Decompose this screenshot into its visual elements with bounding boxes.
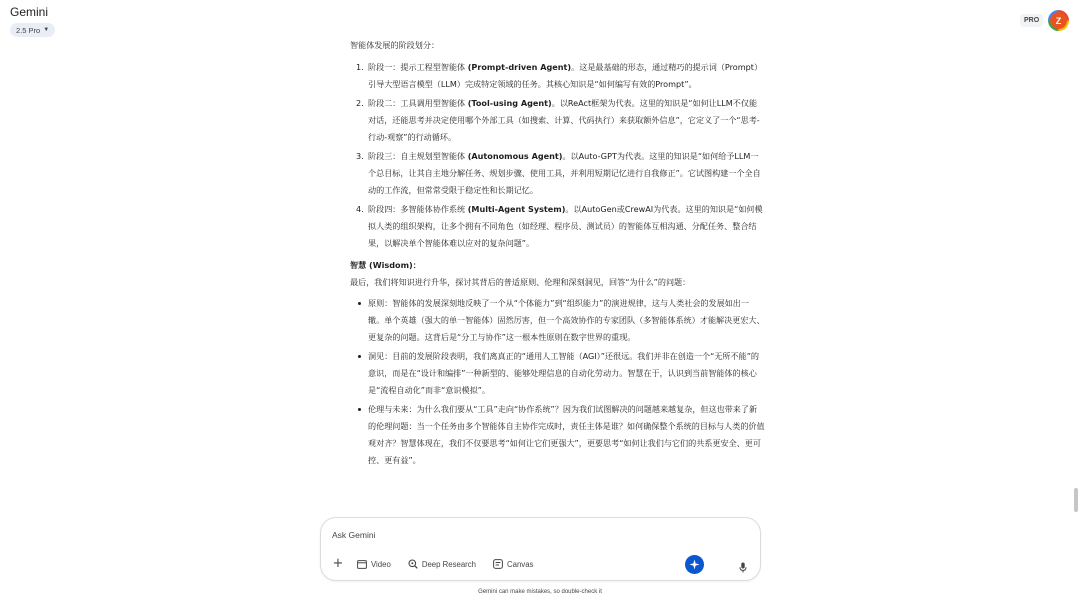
stage-text: 。以Auto-GPT为代表。这里的知识是“如何给予LLM一个总目标，让其自主地分解任务、规划步骤、使用工具，并利用短期记忆进行自我修正”。它试图构建一个全自动的工作流，但常常受限于稳定性和长期记忆。 (368, 151, 761, 195)
stage-text: 。以AutoGen或CrewAI为代表。这里的知识是“如何模拟人类的组织架构，让多个拥有不同角色（如经理、程序员、测试员）的智能体互相沟通、分配任务、整合结果，以解决单个智能体难以应对的复杂问题”。 (368, 204, 763, 248)
spark-button[interactable] (685, 555, 704, 574)
stage-item (350, 95, 765, 146)
stage-item (350, 201, 765, 252)
deep-research-button[interactable] (408, 559, 476, 569)
stage-prefix: 阶段四：多智能体协作系统 (368, 204, 468, 214)
stage-text: 。这是最基础的形态，通过精巧的提示词（Prompt）引导大型语言模型（LLM）完成特定领域的任务。其核心知识是“如何编写有效的Prompt”。 (368, 62, 763, 89)
model-selector[interactable] (10, 23, 55, 37)
prompt-input[interactable] (332, 527, 692, 543)
stage-prefix: 阶段二：工具调用型智能体 (368, 98, 468, 108)
microphone-icon (739, 562, 747, 573)
stage-number: 2. (356, 98, 364, 108)
wisdom-point-text: 伦理与未来：为什么我们要从“工具”走向“协作系统”？因为我们试图解决的问题越来越复杂，但这也带来了新的伦理问题：当一个任务由多个智能体自主协作完成时，责任主体是谁？如何确保整个系统的目标与人类的价值观对齐？智慧体现在，我们不仅要思考“如何让它们更强大”，更要思考“如何让我们与它们的共系更安全、更可控、更有益”。 (368, 404, 765, 465)
spark-icon (689, 559, 700, 570)
avatar-initial: Z (1050, 12, 1067, 29)
canvas-icon (493, 559, 503, 569)
avatar[interactable] (1048, 10, 1069, 31)
deep-research-icon (408, 559, 418, 569)
video-label: Video (371, 559, 391, 569)
wisdom-point (350, 348, 765, 399)
bullet-dot (358, 355, 361, 358)
stage-number: 3. (356, 151, 364, 161)
wisdom-point-text: 洞见：目前的发展阶段表明，我们离真正的“通用人工智能（AGI）”还很远。我们并非在创造一个“无所不能”的意识，而是在“设计和编排”一种新型的、能够处理信息的自动化劳动力。智慧在于，认识到当前智能体的核心是“流程自动化”而非“意识模拟”。 (368, 351, 759, 395)
model-label: 2.5 Pro (16, 25, 41, 35)
stage-name: (Prompt-driven Agent) (467, 62, 572, 72)
stage-name: (Multi-Agent System) (467, 204, 566, 214)
add-icon[interactable]: + (332, 556, 344, 571)
tool-row (331, 556, 550, 572)
wisdom-point (350, 295, 765, 346)
scrollbar-thumb[interactable] (1074, 488, 1078, 512)
deep-research-label: Deep Research (421, 559, 476, 569)
canvas-button[interactable] (493, 559, 533, 569)
wisdom-intro: 最后，我们将知识进行升华，探讨其背后的普适原则、伦理和深刻洞见，回答“为什么”的问题： (350, 277, 691, 287)
wisdom-point-text: 原则：智能体的发展深刻地反映了一个从“个体能力”到“组织能力”的演进规律，这与人类社会的发展如出一辙。单个英雄（强大的单一智能体）固然厉害，但一个高效协作的专家团队（多智能体系统）才能解决更宏大、更复杂的问题。这背后是“分工与协作”这一根本性原则在数字世界的重现。 (368, 298, 765, 342)
bullet-dot (358, 302, 361, 305)
stage-number: 1. (356, 62, 364, 72)
disclaimer: Gemini can make mistakes, so double-check it (478, 589, 602, 595)
stage-number: 4. (356, 204, 364, 214)
video-icon (357, 560, 367, 569)
response-content (350, 37, 765, 471)
stage-name: (Tool-using Agent) (467, 98, 552, 108)
pro-badge: PRO (1020, 14, 1043, 27)
caret-down-icon: ▼ (43, 27, 50, 33)
app-title[interactable]: Gemini (10, 5, 49, 19)
video-button[interactable] (357, 560, 391, 569)
top-bar (0, 0, 1080, 40)
stages-heading: 智能体发展的阶段划分： (350, 40, 440, 50)
canvas-label: Canvas (507, 559, 534, 569)
stage-name: (Autonomous Agent) (467, 151, 563, 161)
bullet-dot (358, 408, 361, 411)
stage-item (350, 59, 765, 93)
stage-prefix: 阶段一：提示工程型智能体 (368, 62, 468, 72)
stage-item (350, 148, 765, 199)
stage-prefix: 阶段三：自主规划型智能体 (368, 151, 468, 161)
wisdom-title: 智慧 (Wisdom)： (350, 260, 421, 270)
prompt-box (320, 517, 761, 581)
stage-text: 。以ReAct框架为代表。这里的知识是“如何让LLM不仅能对话，还能思考并决定使用哪个外部工具（如搜索、计算、代码执行）来获取额外信息”，它定义了一个“思考-行动-观察”的行动循环。 (368, 98, 760, 142)
microphone-button[interactable] (739, 558, 747, 577)
wisdom-point (350, 401, 765, 469)
